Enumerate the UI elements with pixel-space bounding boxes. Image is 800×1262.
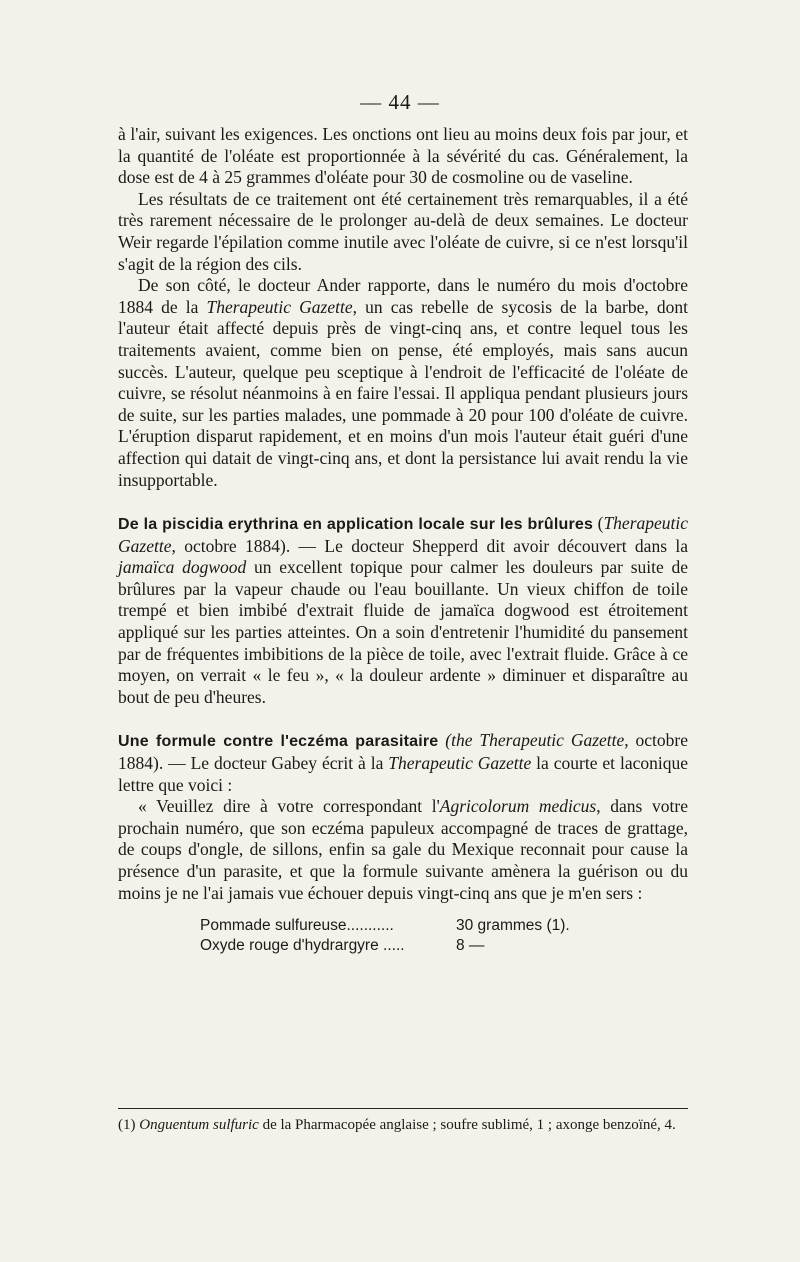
section-heading: De la piscidia erythrina en application locale sur les brûlures xyxy=(118,516,594,534)
page-number: — 44 — xyxy=(360,90,440,114)
journal-title: Therapeutic Gazette xyxy=(388,753,532,774)
section-eczema: Une formule contre l'eczéma parasitaire (the Therapeutic Gazette, octobre 1884). — Le docteur Gabey écrit à la Therapeutic Gazette la courte et laconique lettre que voici : xyxy=(118,730,689,795)
formula-row xyxy=(200,916,688,936)
body-text xyxy=(118,124,688,956)
formula-dose: 30 grammes (1). xyxy=(456,917,570,935)
section-piscidia: De la piscidia erythrina en application locale sur les brûlures (Therapeutic Gazette, octobre 1884). — Le docteur Shepperd dit avoir découvert dans la jamaïca dogwood un excellent topique pour calmer les douleurs par suite de brûlures par la vapeur chaude ou l'eau bouillante. Un vieux chiffon de toile trempé et bien imbibé d'extrait fluide de jamaïca dogwood est étroitement appliqué sur les parties atteintes. On a soin d'entretenir l'humidité du pansement par de fréquentes imbibitions de la pièce de toile, avec l'extrait fluide. Grâce à ce moyen, on verrait « le feu », « la douleur ardente » diminuer et disparaître au bout de peu d'heures. xyxy=(118,513,689,707)
journal-title: Therapeutic Gazette xyxy=(206,296,353,317)
formula-dose: 8 — xyxy=(456,937,485,955)
formula-ingredient: Oxyde rouge d'hydrargyre ..... xyxy=(200,937,405,955)
formula xyxy=(200,916,688,956)
formula-row xyxy=(200,936,688,956)
plant-name: jamaïca dogwood xyxy=(118,557,247,578)
letter-paragraph: « Veuillez dire à votre correspondant l'Agricolorum medicus, dans votre prochain numéro, que son eczéma papuleux accompagné de traces de grattage, de coups d'ongle, de sillons, enfin sa gale du Mexique reconnait pour cause la présence d'un parasite, et que la formule suivante amènera la guérison ou du moins je ne l'ai jamais vue échouer depuis vingt-cinq ans que je m'en sers : xyxy=(118,796,688,903)
formula-ingredient: Pommade sulfureuse........... xyxy=(200,917,394,935)
footnote: (1) Onguentum sulfuric de la Pharmacopée anglaise ; soufre sublimé, 1 ; axonge benzoïné, 4. xyxy=(118,1117,676,1133)
footnote-divider xyxy=(118,1108,688,1109)
paragraph: à l'air, suivant les exigences. Les onctions ont lieu au moins deux fois par jour, et la quantité de l'oléate est proportionnée à la sévérité du cas. Généralement, la dose est de 4 à 25 grammes d'oléate pour 30 de cosmoline ou de vaseline. xyxy=(118,124,688,188)
section-heading: Une formule contre l'eczéma parasitaire xyxy=(118,733,439,751)
paragraph: Les résultats de ce traitement ont été certainement très remarquables, il a été très rarement nécessaire de le prolonger au-delà de deux semaines. Le docteur Weir regarde l'épilation comme inutile avec l'oléate de cuivre, si ce n'est lorsqu'il s'agit de la région des cils. xyxy=(118,188,688,274)
paragraph: De son côté, le docteur Ander rapporte, dans le numéro du mois d'octobre 1884 de la Therapeutic Gazette, un cas rebelle de sycosis de la barbe, dont l'auteur était affecté depuis près de vingt-cinq ans, et contre lequel tous les traitements avaient, comme bien on pense, été employés, mais sans aucun succès. L'auteur, quelque peu sceptique à l'endroit de l'efficacité de l'oléate de cuivre, se résolut néanmoins à en faire l'essai. Il appliqua pendant plusieurs jours de suite, sur les parties malades, une pommade à 20 pour 100 d'oléate de cuivre. L'éruption disparut rapidement, et en moins d'un mois l'auteur était guéri d'une affection qui datait de vingt-cinq ans, et dont la persistance lui avait rendu la vie insupportable. xyxy=(118,275,688,490)
